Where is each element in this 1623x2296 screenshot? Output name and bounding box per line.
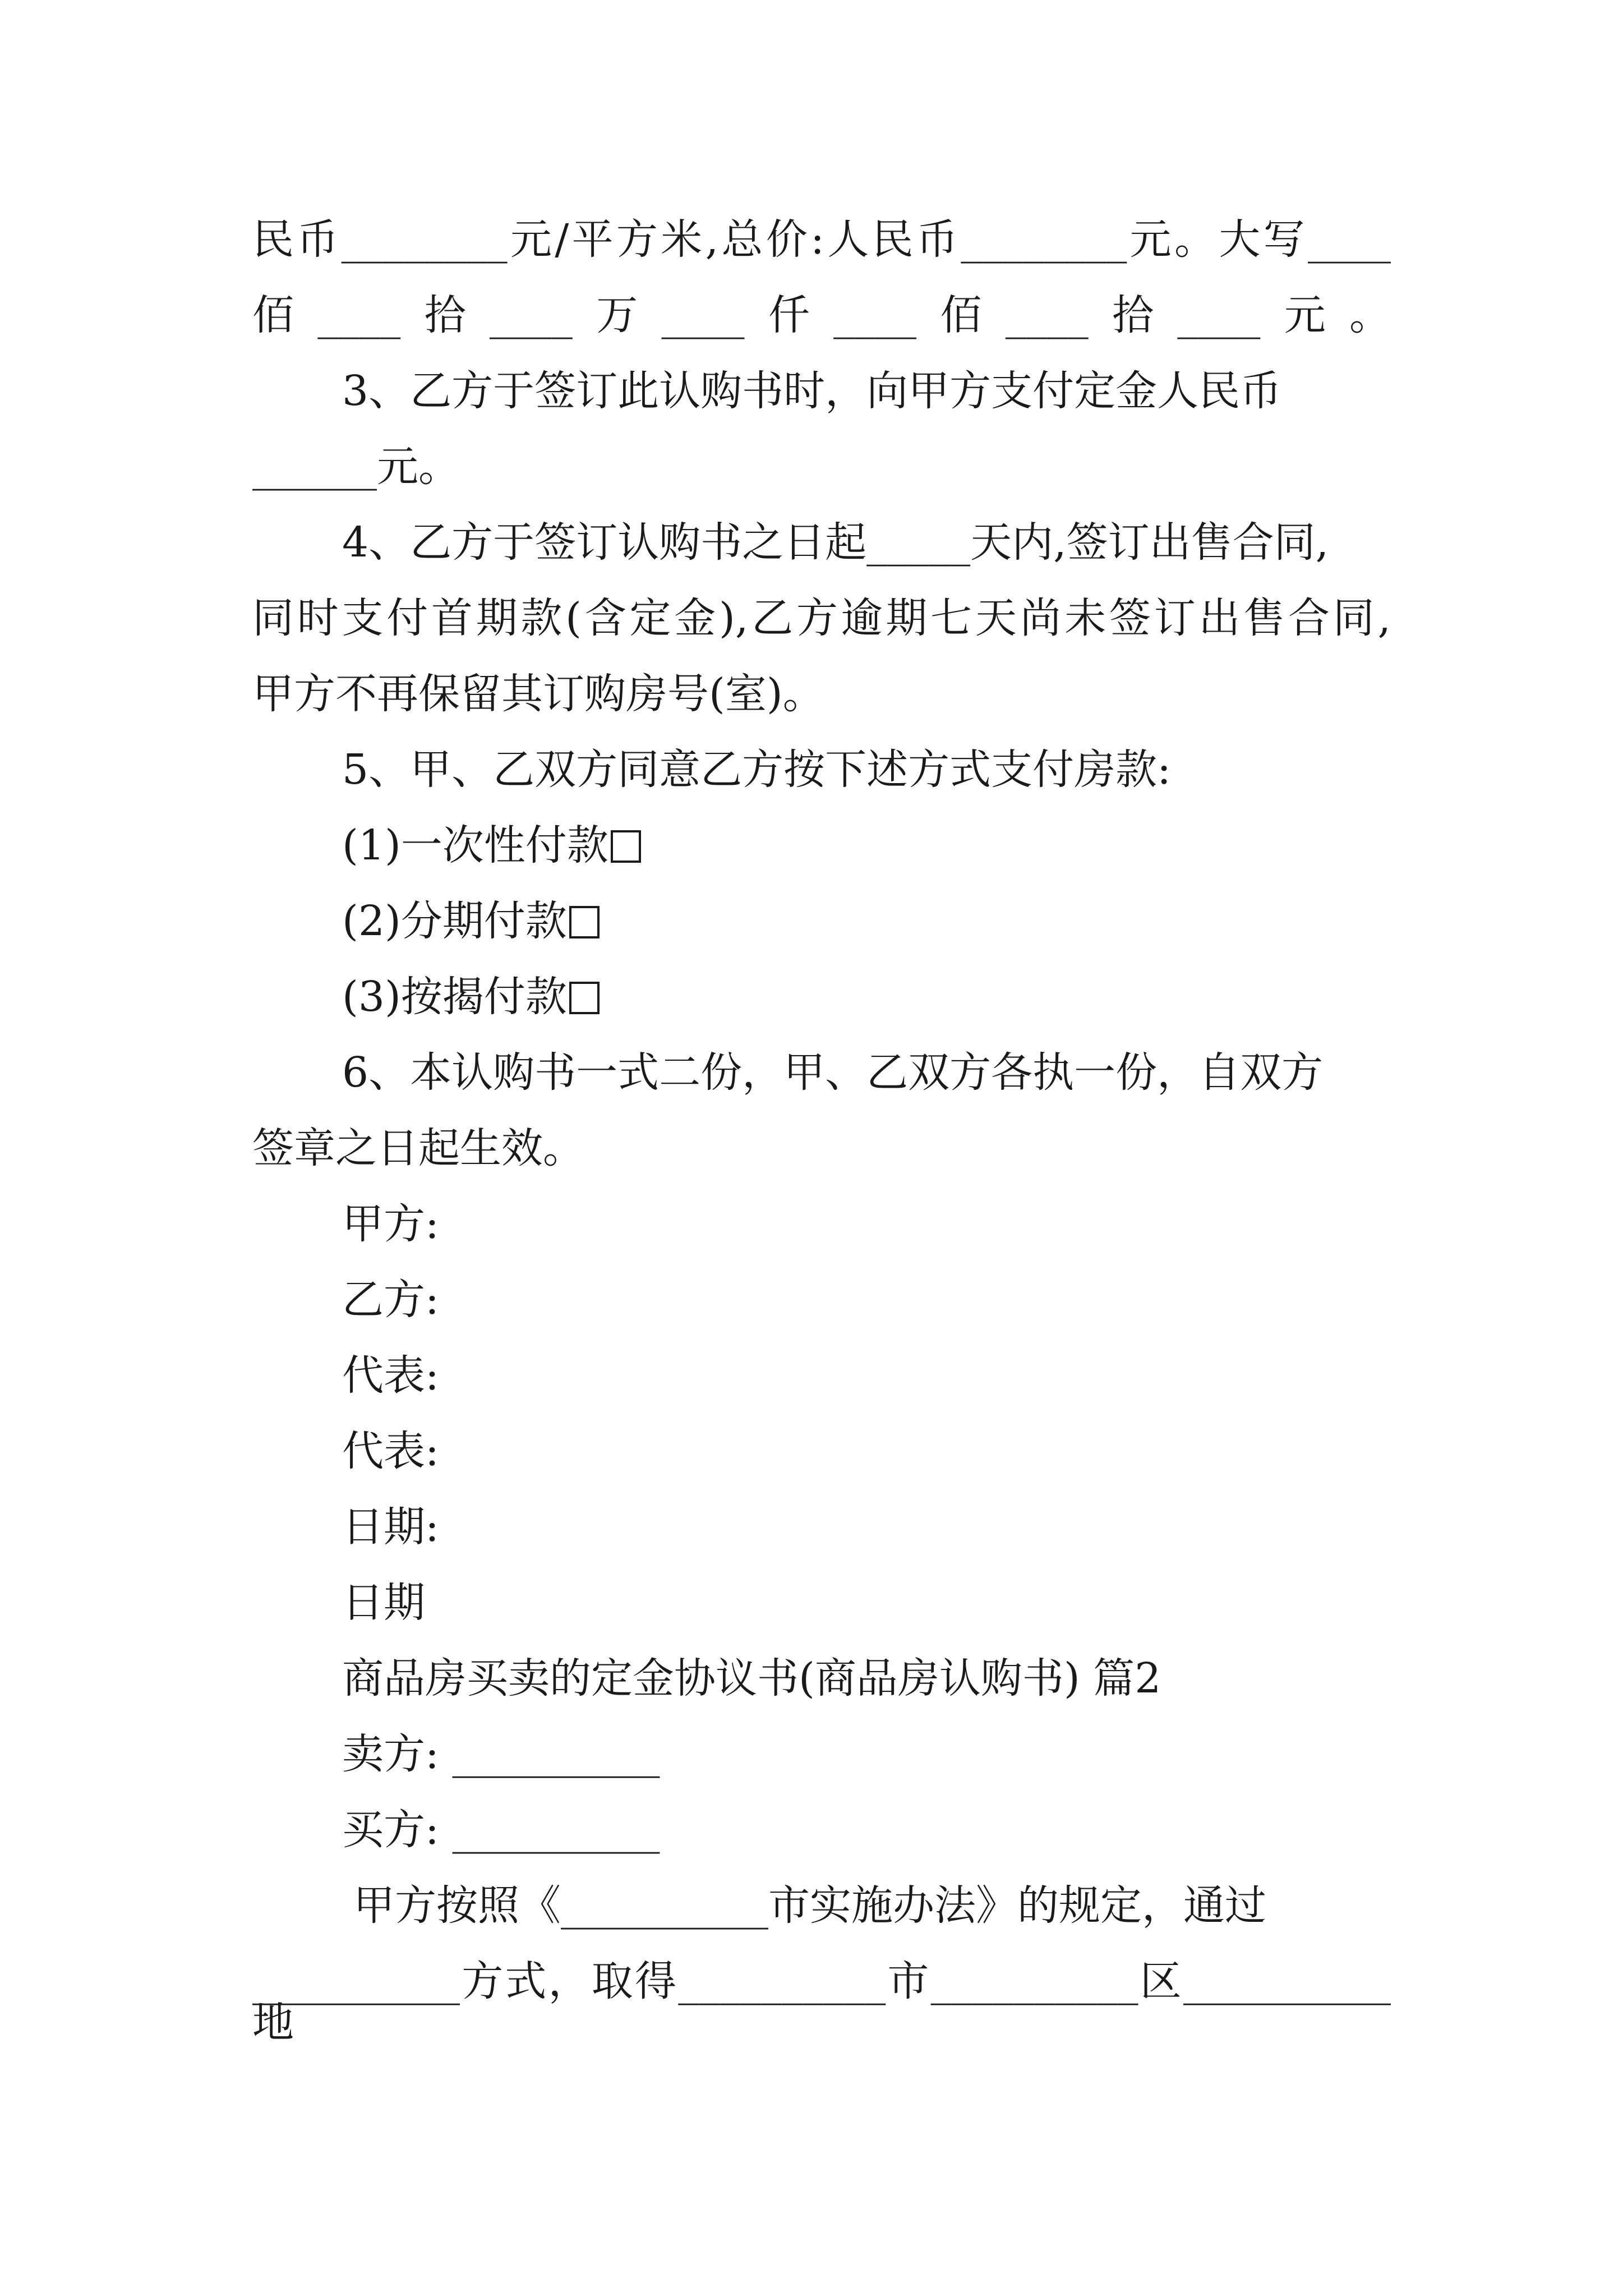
- party-b-label: 乙方:: [342, 1276, 439, 1324]
- clause-4-line-2: 同时支付首期款(含定金),乙方逾期七天尚未签订出售合同,: [252, 594, 1391, 642]
- clause-4-line-1: 4、乙方于签订认购书之日起_____天内,签订出售合同,: [342, 518, 1329, 567]
- section-title: 商品房买卖的定金协议书(商品房认购书) 篇2: [342, 1654, 1161, 1703]
- payment-option-label: (3)按揭付款: [342, 973, 567, 1021]
- payment-option-label: (1)一次性付款: [342, 821, 608, 869]
- clause-4-line-3: 甲方不再保留其订购房号(室)。: [252, 670, 824, 718]
- body-line-1: 甲方按照《__________市实施办法》的规定，通过: [353, 1881, 1266, 1930]
- seller-line: 卖方: __________: [342, 1730, 660, 1778]
- price-uppercase-line: 佰____拾____万____仟____佰____拾____元。: [252, 291, 1391, 339]
- payment-option-label: (2)分期付款: [342, 897, 567, 945]
- clause-5-line: 5、甲、乙双方同意乙方按下述方式支付房款:: [342, 746, 1172, 794]
- clause-3-line-2: ______元。: [252, 443, 460, 491]
- checkbox[interactable]: [569, 982, 600, 1014]
- buyer-line: 买方: __________: [342, 1806, 660, 1854]
- payment-option-installment: [342, 897, 600, 945]
- body-line-2: __________方式，取得__________市__________区__________地: [252, 1957, 1391, 2047]
- clause-6-line-2: 签章之日起生效。: [252, 1124, 584, 1172]
- payment-option-lump-sum: [342, 821, 641, 869]
- representative-a-label: 代表:: [342, 1351, 439, 1400]
- clause-6-line-1: 6、本认购书一式二份，甲、乙双方各执一份，自双方: [342, 1048, 1324, 1097]
- clause-3-line-1: 3、乙方于签订此认购书时，向甲方支付定金人民币: [342, 367, 1282, 415]
- checkbox[interactable]: [569, 906, 600, 938]
- price-line: 民币________元/平方米,总价:人民币________元。大写____: [252, 215, 1391, 264]
- payment-option-mortgage: [342, 973, 600, 1021]
- representative-b-label: 代表:: [342, 1427, 439, 1475]
- date-b-label: 日期: [342, 1579, 425, 1627]
- checkbox[interactable]: [611, 830, 641, 863]
- party-a-label: 甲方:: [342, 1200, 439, 1248]
- date-a-label: 日期:: [342, 1503, 439, 1551]
